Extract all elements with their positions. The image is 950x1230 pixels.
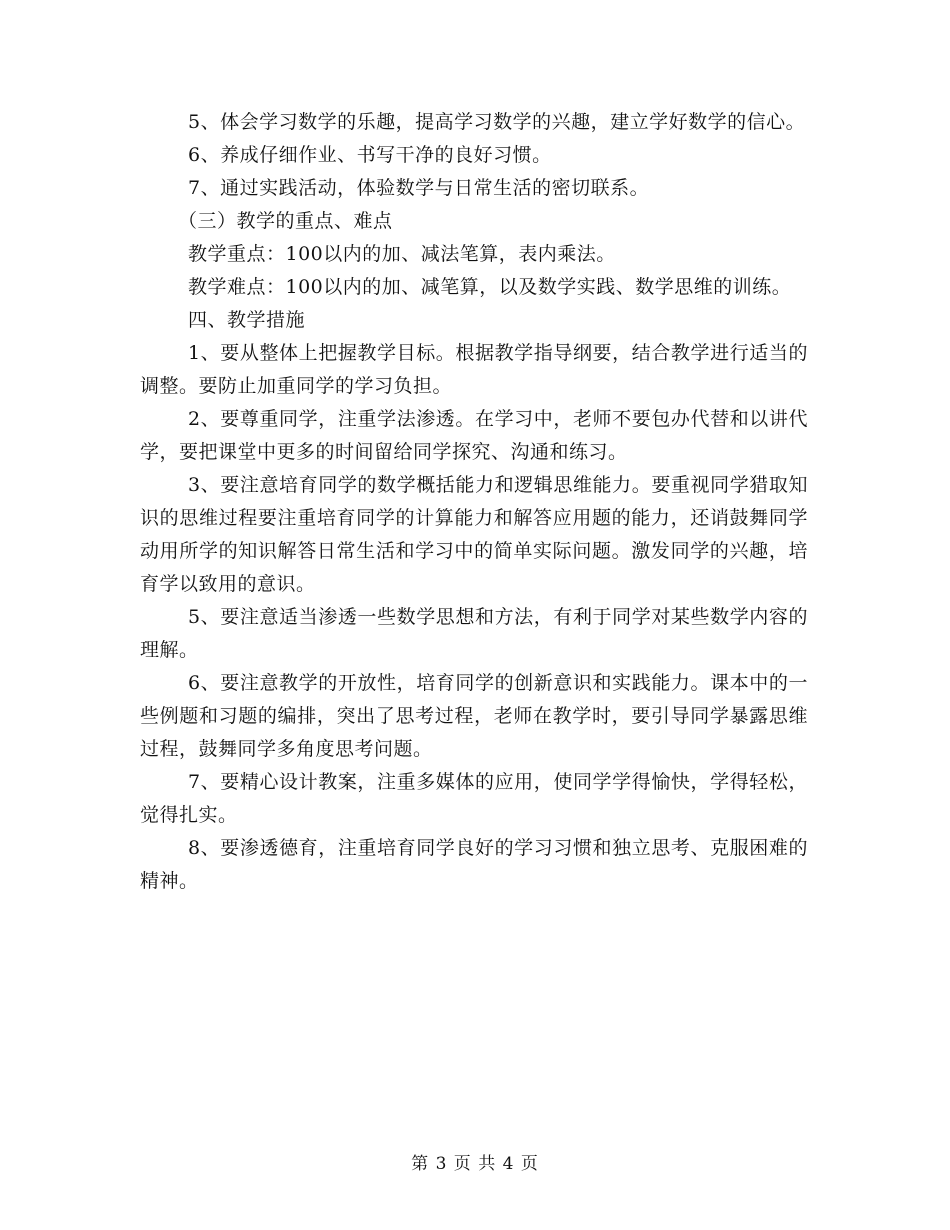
measure-7: 7、要精心设计教案，注重多媒体的应用，使同学学得愉快，学得轻松，觉得扎实。 (140, 771, 808, 826)
document-body (140, 106, 808, 898)
objective-7: 7、通过实践活动，体验数学与日常生活的密切联系。 (188, 177, 650, 199)
measure-6: 6、要注意教学的开放性，培育同学的创新意识和实践能力。课本中的一些例题和习题的编排，突出了思考过程，老师在教学时，要引导同学暴露思维过程，鼓舞同学多角度思考问题。 (140, 672, 808, 760)
section-heading-key-points: （三）教学的重点、难点 (178, 210, 393, 232)
teaching-key-point: 教学重点：100以内的加、减法笔算，表内乘法。 (188, 243, 616, 265)
objective-5: 5、体会学习数学的乐趣，提高学习数学的兴趣，建立学好数学的信心。 (188, 111, 806, 133)
measure-8: 8、要渗透德育，注重培育同学良好的学习习惯和独立思考、克服困难的精神。 (140, 837, 808, 892)
measure-3: 3、要注意培育同学的数学概括能力和逻辑思维能力。要重视同学猎取知识的思维过程要注重培育同学的计算能力和解答应用题的能力，还诮鼓舞同学动用所学的知识解答日常生活和学习中的简单实际问题。激发同学的兴趣，培育学以致用的意识。 (140, 474, 808, 595)
measure-2: 2、要尊重同学，注重学法渗透。在学习中，老师不要包办代替和以讲代学，要把课堂中更多的时间留给同学探究、沟通和练习。 (140, 408, 808, 463)
section-heading-measures: 四、教学措施 (188, 309, 306, 331)
objective-6: 6、养成仔细作业、书写干净的良好习惯。 (188, 144, 552, 166)
measure-5: 5、要注意适当渗透一些数学思想和方法，有利于同学对某些数学内容的理解。 (140, 606, 808, 661)
measure-1: 1、要从整体上把握教学目标。根据教学指导纲要，结合教学进行适当的调整。要防止加重同学的学习负担。 (140, 342, 808, 397)
teaching-difficulty: 教学难点：100以内的加、减笔算，以及数学实践、数学思维的训练。 (188, 276, 792, 298)
page-number: 第 3 页 共 4 页 (411, 1154, 539, 1174)
